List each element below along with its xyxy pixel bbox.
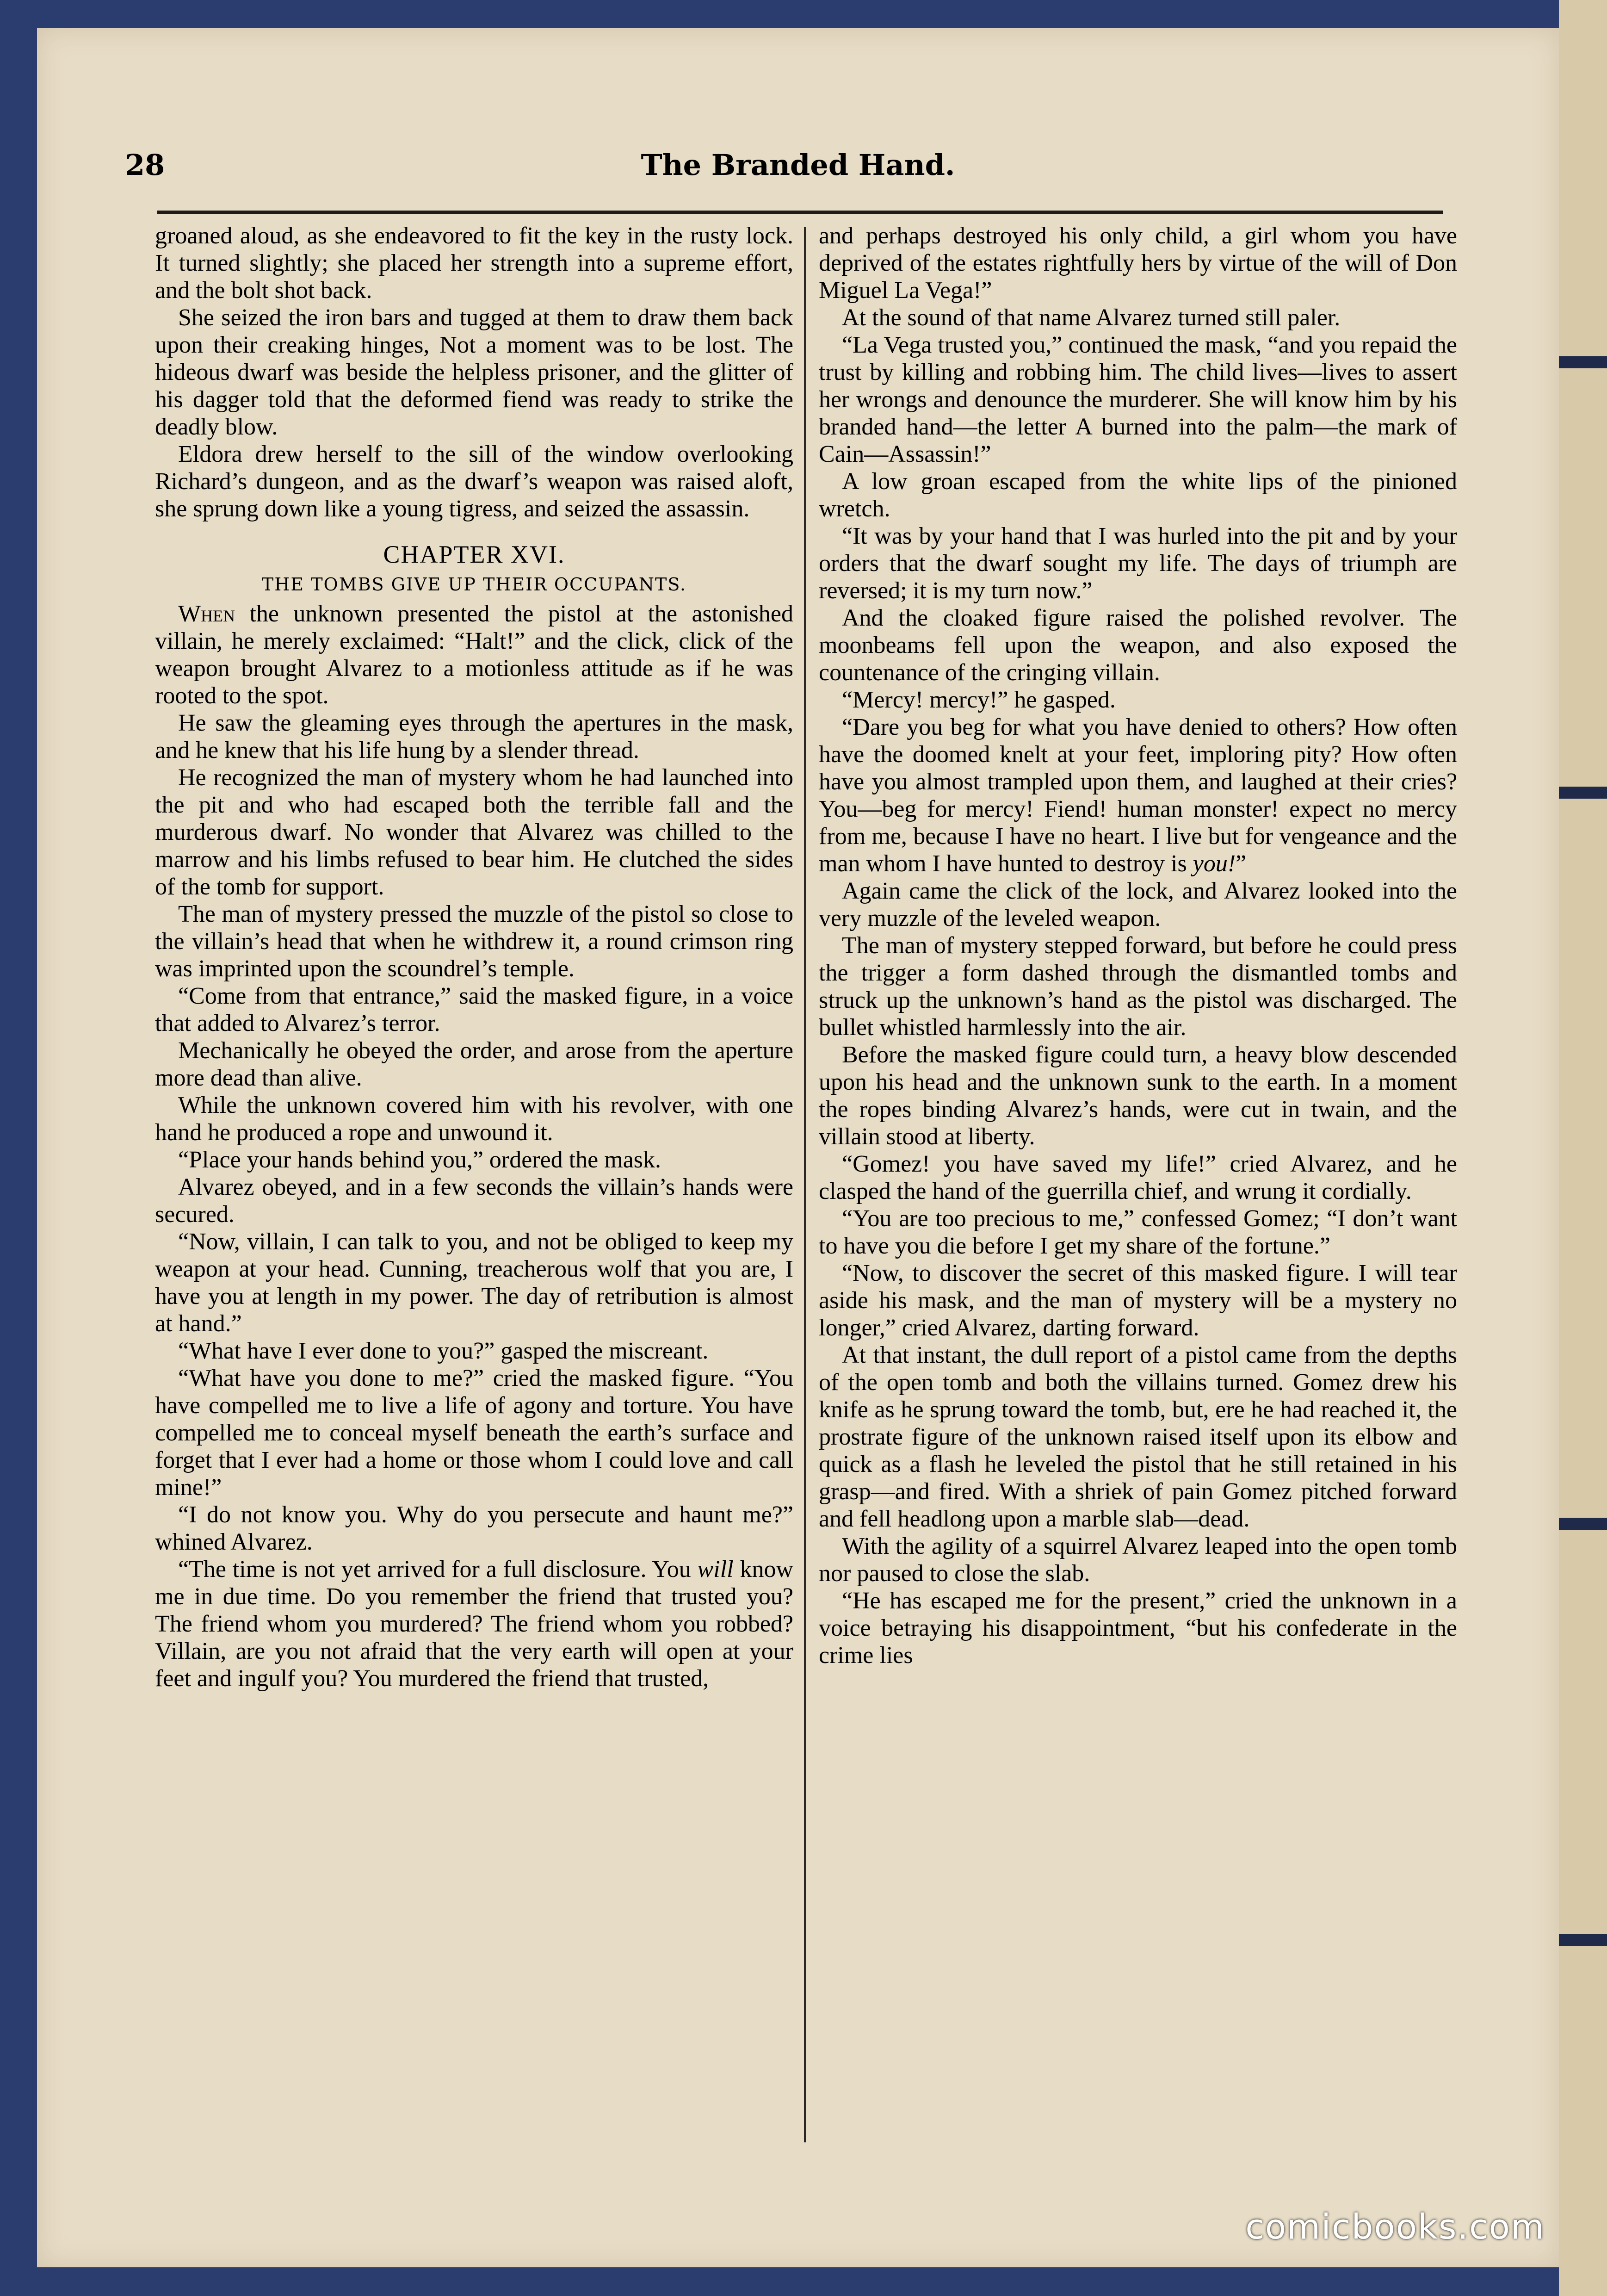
paragraph: “What have I ever done to you?” gasped the miscreant. <box>178 1338 709 1364</box>
paragraph: He saw the gleaming eyes through the apertures in the mask, and he knew that his life hung by a slender thread. <box>155 710 793 763</box>
running-title: The Branded Hand. <box>641 148 955 182</box>
paragraph: “It was by your hand that I was hurled into the pit and by your orders that the dwarf sought my life. The days of triumph are reversed; it is my turn now.” <box>819 523 1457 604</box>
paragraph: Eldora drew herself to the sill of the window overlooking Richard’s dungeon, and as the dwarf’s weapon was raised aloft, she sprung down like a young tigress, and seized the assassin. <box>155 441 793 522</box>
paragraph: Alvarez obeyed, and in a few seconds the villain’s hands were secured. <box>155 1174 793 1228</box>
paragraph-text: the unknown presented the pistol at the astonished villain, he merely exclaimed: “Halt!” and the click, click of the weapon brought Alvarez to a motionless attitude as if he was rooted to the spot. <box>155 601 793 709</box>
left-column <box>155 222 793 2147</box>
drop-word: When <box>178 601 235 627</box>
paragraph: Mechanically he obeyed the order, and arose from the aperture more dead than alive. <box>155 1037 793 1091</box>
paragraph: At the sound of that name Alvarez turned still paler. <box>842 304 1341 331</box>
paragraph: “You are too precious to me,” confessed Gomez; “I don’t want to have you die before I get my share of the fortune.” <box>819 1205 1457 1259</box>
paragraph: And the cloaked figure raised the polished revolver. The moonbeams fell upon the weapon, and also exposed the countenance of the cringing villain. <box>819 605 1457 686</box>
paragraph: “La Vega trusted you,” continued the mask, “and you repaid the trust by killing and robbing him. The child lives—lives to assert her wrongs and denounce the murderer. She will know him by his branded hand—the letter A burned into the palm—the mark of Cain—Assassin!” <box>819 332 1457 467</box>
binding-staple <box>1559 356 1607 368</box>
right-column <box>819 222 1457 2147</box>
paragraph: “Now, to discover the secret of this masked figure. I will tear aside his mask, and the man of mystery will be a mystery no longer,” cried Alvarez, darting forward. <box>819 1260 1457 1341</box>
paragraph-text: “Dare you beg for what you have denied to others? How often have the doomed knelt at your feet, imploring pity? How often have you almost trampled upon them, and laughed at their cries? You—beg for mercy! Fiend! human monster! expect no mercy from me, because I have no heart. I live but for vengeance and the man whom I have hunted to destroy is <box>819 714 1457 877</box>
emphasis: will <box>697 1556 734 1582</box>
paragraph: A low groan escaped from the white lips of the pinioned wretch. <box>819 468 1457 522</box>
paragraph: While the unknown covered him with his revolver, with one hand he produced a rope and unwound it. <box>155 1092 793 1146</box>
page-number: 28 <box>125 148 165 182</box>
paragraph: With the agility of a squirrel Alvarez leaped into the open tomb nor paused to close the slab. <box>819 1533 1457 1587</box>
paragraph: “He has escaped me for the present,” cried the unknown in a voice betraying his disappointment, “but his confederate in the crime lies <box>819 1588 1457 1669</box>
binding-staple <box>1559 1518 1607 1530</box>
paragraph: “What have you done to me?” cried the masked figure. “You have compelled me to live a life of agony and torture. You have compelled me to conceal myself beneath the earth’s surface and forget that I ever had a home or those whom I could love and call mine!” <box>155 1365 793 1501</box>
binding-staple <box>1559 1934 1607 1946</box>
paragraph: and perhaps destroyed his only child, a girl whom you have deprived of the estates rightfully hers by virtue of the will of Don Miguel La Vega!” <box>819 223 1457 304</box>
paragraph: He recognized the man of mystery whom he had launched into the pit and who had escaped both the terrible fall and the murderous dwarf. No wonder that Alvarez was chilled to the marrow and his limbs refused to bear him. He clutched the sides of the tomb for support. <box>155 764 793 900</box>
paragraph: The man of mystery stepped forward, but before he could press the trigger a form dashed through the dismantled tombs and struck up the unknown’s hand as the pistol was discharged. The bullet whistled harmlessly into the air. <box>819 932 1457 1041</box>
paragraph-text: ” <box>1236 850 1247 877</box>
paragraph: “Place your hands behind you,” ordered the mask. <box>178 1147 661 1173</box>
chapter-title: CHAPTER XVI. <box>383 540 565 568</box>
site-watermark: comicbooks.com <box>1245 2207 1545 2247</box>
paragraph <box>155 1556 793 1692</box>
paragraph <box>155 600 793 709</box>
paragraph: groaned aloud, as she endeavored to fit the key in the rusty lock. It turned slightly; she placed her strength into a supreme effort, and the bolt shot back. <box>155 223 793 304</box>
binding-spine <box>1559 0 1607 2296</box>
paragraph: Before the masked figure could turn, a heavy blow descended upon his head and the unknown sunk to the earth. In a moment the ropes binding Alvarez’s hands, were cut in twain, and the villain stood at liberty. <box>819 1042 1457 1150</box>
paragraph: “Now, villain, I can talk to you, and not be obliged to keep my weapon at your head. Cunning, treacherous wolf that you are, I have you at length in my power. The day of retribution is almost at hand.” <box>155 1229 793 1337</box>
paragraph: “Gomez! you have saved my life!” cried Alvarez, and he clasped the hand of the guerrilla chief, and wrung it cordially. <box>819 1151 1457 1204</box>
emphasis: you! <box>1193 850 1236 877</box>
header-rule <box>157 211 1443 214</box>
paragraph: “Come from that entrance,” said the masked figure, in a voice that added to Alvarez’s terror. <box>155 983 793 1036</box>
paragraph: At that instant, the dull report of a pistol came from the depths of the open tomb and both the villains turned. Gomez drew his knife as he sprung toward the tomb, but, ere he had reached it, the prostrate figure of the unknown raised itself upon its elbow and quick as a flash he leveled the pistol that he still retained in his grasp—and fired. With a shriek of pain Gomez pitched forward and fell headlong upon a marble slab—dead. <box>819 1342 1457 1532</box>
page-header <box>125 148 1471 204</box>
paragraph: “I do not know you. Why do you persecute and haunt me?” whined Alvarez. <box>155 1502 793 1555</box>
paragraph: The man of mystery pressed the muzzle of the pistol so close to the villain’s head that when he withdrew it, a round crimson ring was imprinted upon the scoundrel’s temple. <box>155 901 793 982</box>
paragraph-text: know me in due time. Do you remember the friend that trusted you? The friend whom you murdered? The friend whom you robbed? Villain, are you not afraid that the very earth will open at your feet and ingulf you? You murdered the friend that trusted, <box>155 1556 793 1692</box>
paragraph: “Mercy! mercy!” he gasped. <box>842 687 1116 713</box>
paragraph <box>819 714 1457 877</box>
paragraph: Again came the click of the lock, and Alvarez looked into the very muzzle of the leveled weapon. <box>819 878 1457 931</box>
chapter-subtitle: THE TOMBS GIVE UP THEIR OCCUPANTS. <box>261 574 687 595</box>
column-divider <box>804 227 806 2142</box>
binding-staple <box>1559 787 1607 799</box>
paragraph: She seized the iron bars and tugged at them to draw them back upon their creaking hinges, Not a moment was to be lost. The hideous dwarf was beside the helpless prisoner, and the glitter of his dagger told that the deformed fiend was ready to strike the deadly blow. <box>155 304 793 440</box>
paragraph-text: “The time is not yet arrived for a full disclosure. You <box>178 1556 698 1582</box>
